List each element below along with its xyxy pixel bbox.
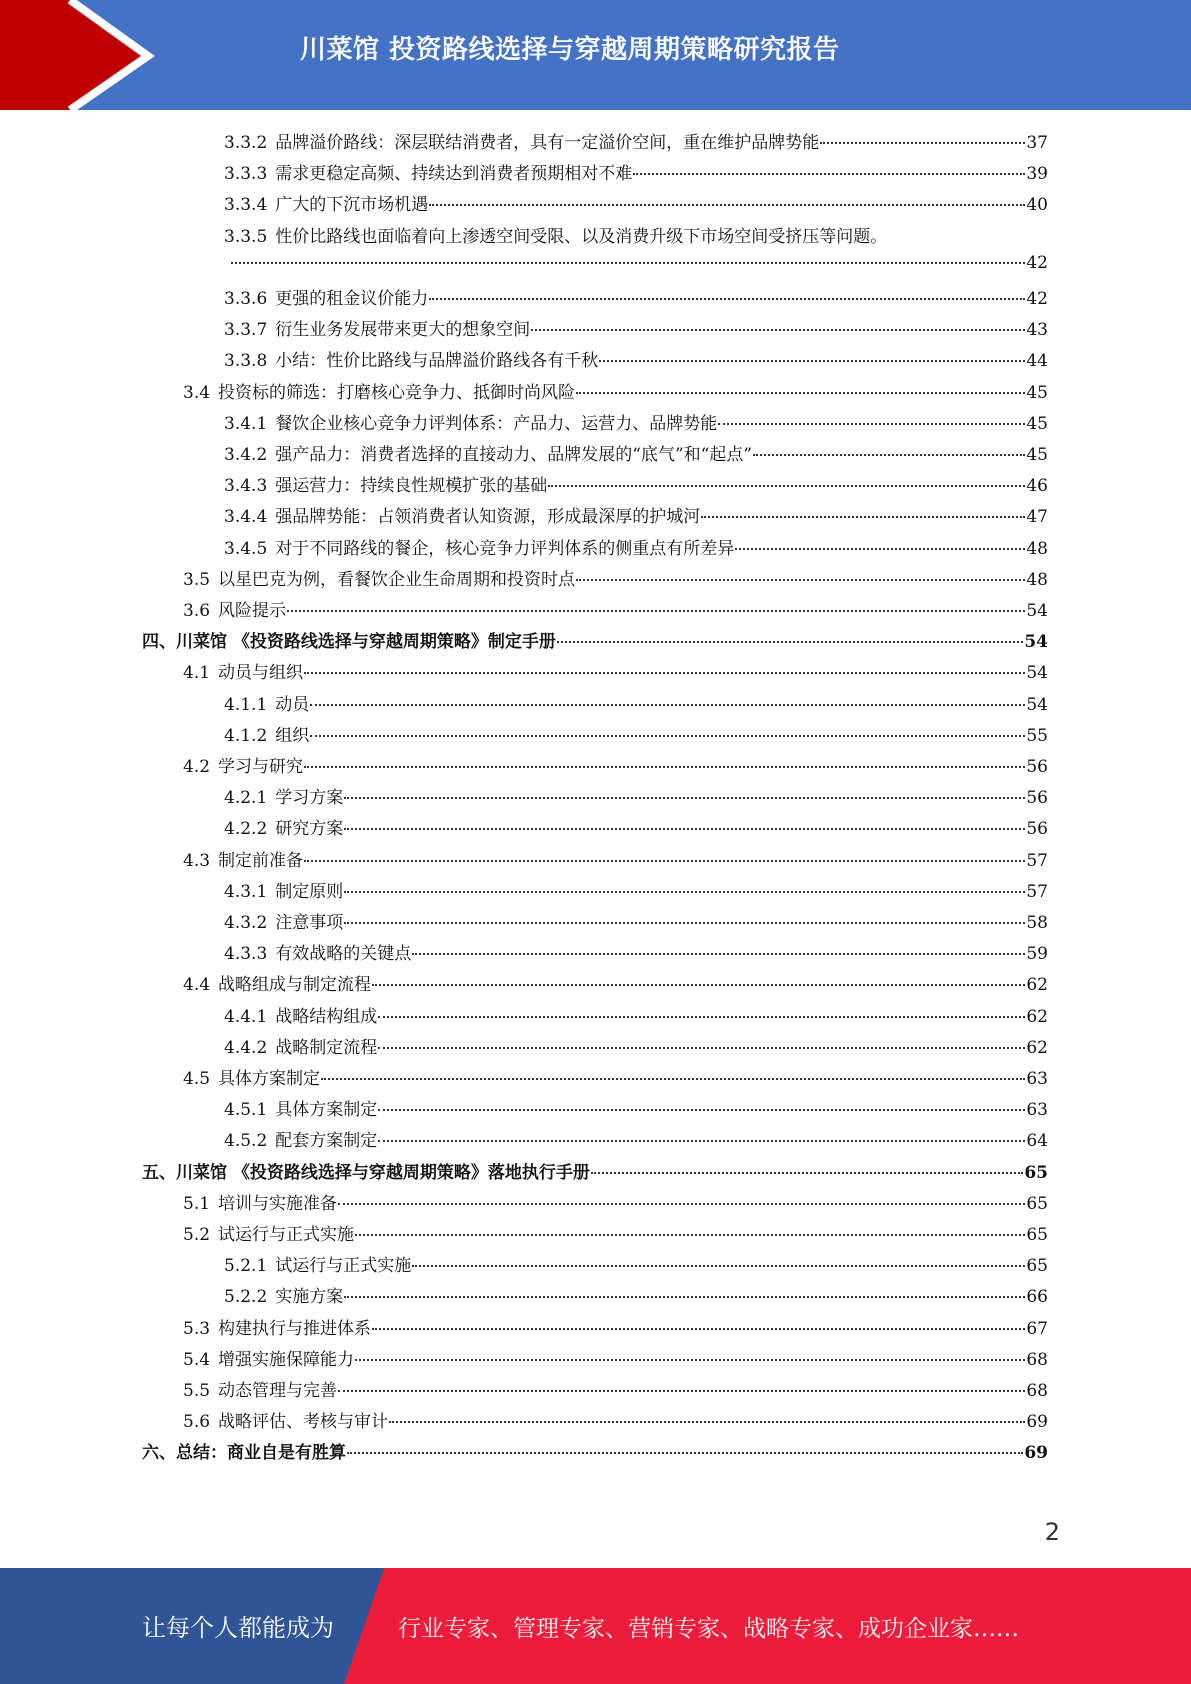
toc-chapter-entry[interactable] [142, 1158, 1048, 1189]
toc-entry[interactable] [224, 409, 1048, 440]
toc-entry[interactable] [183, 1189, 1048, 1220]
toc-entry-number: 3.4.3 [224, 476, 268, 497]
toc-entry-title: 学习与研究 [218, 757, 304, 777]
toc-dot-leader [378, 1016, 1025, 1018]
toc-entry-title: 小结：性价比路线与品牌溢价路线各有千秋 [275, 351, 599, 372]
page-number: 2 [1044, 1518, 1060, 1546]
toc-dot-leader [429, 298, 1025, 300]
toc-entry-page: 69 [1024, 1443, 1048, 1464]
toc-dot-leader [304, 766, 1025, 768]
toc-entry[interactable] [183, 846, 1048, 877]
toc-entry-page: 65 [1026, 1193, 1048, 1214]
toc-entry-number: 5.1 [183, 1193, 211, 1214]
toc-entry-page: 56 [1026, 819, 1048, 840]
toc-dot-leader [355, 1359, 1025, 1361]
toc-entry[interactable] [224, 159, 1048, 190]
toc-entry-page: 68 [1026, 1381, 1048, 1401]
toc-entry-number: 4.4 [183, 975, 211, 996]
toc-entry-page: 55 [1026, 725, 1048, 746]
toc-entry-number: 3.4.2 [224, 445, 268, 465]
toc-entry-page: 65 [1026, 1256, 1048, 1277]
toc-entry-page: 54 [1026, 694, 1048, 715]
toc-entry[interactable] [224, 440, 1048, 471]
toc-dot-leader [304, 672, 1025, 674]
toc-entry-title: 广大的下沉市场机遇 [275, 195, 429, 216]
toc-entry-page: 45 [1026, 382, 1048, 403]
toc-entry[interactable] [224, 471, 1048, 502]
toc-dot-leader [591, 1172, 1023, 1174]
toc-entry[interactable] [224, 346, 1048, 377]
toc-entry-title: 动员 [275, 694, 310, 715]
toc-dot-leader [344, 797, 1025, 799]
toc-entry-title: 研究方案 [275, 819, 344, 840]
toc-dot-leader [548, 485, 1025, 487]
toc-entry[interactable] [224, 908, 1048, 939]
toc-dot-leader [599, 360, 1025, 362]
toc-entry[interactable] [224, 877, 1048, 908]
toc-entry-number: 3.4.4 [224, 507, 268, 528]
toc-entry[interactable] [230, 253, 1048, 284]
toc-entry-title: 动态管理与完善 [218, 1381, 338, 1401]
toc-entry-title: 增强实施保障能力 [218, 1349, 355, 1370]
toc-entry[interactable] [183, 1407, 1048, 1438]
toc-entry-page: 59 [1026, 944, 1048, 965]
toc-entry-number: 3.4.5 [224, 538, 268, 559]
toc-dot-leader [287, 610, 1025, 612]
toc-entry-page: 65 [1026, 1225, 1048, 1245]
toc-entry-page: 54 [1026, 663, 1048, 684]
toc-entry-title: 餐饮企业核心竞争力评判体系：产品力、运营力、品牌势能 [275, 413, 718, 434]
toc-entry[interactable] [224, 222, 1048, 253]
toc-entry[interactable] [224, 1251, 1048, 1282]
toc-entry-page: 62 [1026, 1037, 1048, 1058]
toc-dot-leader [378, 1109, 1025, 1111]
toc-entry-page: 56 [1026, 788, 1048, 809]
toc-entry-number: 3.3.7 [224, 320, 268, 341]
toc-dot-leader [372, 984, 1025, 986]
toc-entry-page: 47 [1026, 507, 1048, 528]
toc-entry-page: 66 [1026, 1287, 1048, 1308]
toc-entry-number: 4.1 [183, 663, 211, 684]
toc-entry-number: 四、 [142, 632, 176, 653]
toc-dot-leader [753, 454, 1025, 456]
toc-dot-leader [701, 516, 1025, 518]
toc-dot-leader [338, 1390, 1025, 1392]
toc-dot-leader [633, 173, 1025, 175]
toc-dot-leader [310, 735, 1025, 737]
toc-entry-title: 川菜馆 《投资路线选择与穿越周期策略》制定手册 [176, 632, 556, 653]
toc-entry-title: 以星巴克为例，看餐饮企业生命周期和投资时点 [218, 569, 576, 590]
toc-entry-title: 培训与实施准备 [218, 1193, 338, 1214]
toc-dot-leader [429, 204, 1025, 206]
toc-entry-title: 构建执行与推进体系 [218, 1318, 372, 1339]
toc-entry-number: 3.6 [183, 601, 211, 621]
toc-entry[interactable] [224, 1002, 1048, 1033]
toc-entry-page: 54 [1024, 632, 1048, 653]
toc-dot-leader [355, 1234, 1025, 1236]
toc-entry-page: 57 [1026, 881, 1048, 902]
toc-entry-page: 56 [1026, 757, 1048, 777]
toc-entry-page: 46 [1026, 476, 1048, 497]
toc-entry[interactable] [183, 1345, 1048, 1376]
toc-entry[interactable] [224, 721, 1048, 752]
toc-dot-leader [576, 392, 1025, 394]
toc-dot-leader [344, 1296, 1025, 1298]
toc-entry-title: 强产品力：消费者选择的直接动力、品牌发展的“底气”和“起点” [275, 445, 753, 465]
toc-entry[interactable] [224, 939, 1048, 970]
toc-entry-page: 48 [1026, 538, 1048, 559]
toc-entry-title: 需求更稳定高频、持续达到消费者预期相对不难 [275, 164, 633, 185]
toc-dot-leader [338, 1203, 1025, 1205]
toc-dot-leader [321, 1078, 1025, 1080]
toc-entry-title: 强品牌势能：占领消费者认知资源，形成最深厚的护城河 [275, 507, 701, 528]
toc-entry-number: 5.3 [183, 1318, 211, 1339]
toc-entry-number: 4.5.1 [224, 1100, 268, 1121]
toc-entry[interactable] [224, 1095, 1048, 1126]
toc-entry[interactable] [224, 534, 1048, 565]
toc-dot-leader [820, 142, 1025, 144]
toc-entry-page: 67 [1026, 1318, 1048, 1339]
toc-entry-number: 5.4 [183, 1349, 211, 1370]
toc-entry[interactable] [224, 128, 1048, 159]
toc-entry-page: 62 [1026, 975, 1048, 996]
toc-entry-title: 学习方案 [275, 788, 344, 809]
toc-entry-number: 4.3.3 [224, 944, 268, 965]
toc-entry-page: 45 [1026, 445, 1048, 465]
toc-entry-number: 3.3.3 [224, 164, 268, 185]
toc-entry-title: 总结：商业自是有胜算 [176, 1443, 346, 1464]
toc-entry-title: 衍生业务发展带来更大的想象空间 [275, 320, 531, 341]
toc-entry-number: 五、 [142, 1162, 176, 1183]
toc-entry[interactable] [224, 690, 1048, 721]
toc-entry-page: 69 [1026, 1412, 1048, 1433]
toc-entry-page: 39 [1026, 164, 1048, 185]
toc-dot-leader [347, 1452, 1023, 1454]
toc-entry[interactable] [224, 783, 1048, 814]
toc-entry[interactable] [224, 1282, 1048, 1313]
toc-dot-leader [378, 1140, 1025, 1142]
toc-entry-title: 战略组成与制定流程 [218, 975, 372, 996]
toc-entry-page: 43 [1026, 320, 1048, 341]
toc-entry-page: 37 [1026, 133, 1048, 153]
toc-entry-title: 川菜馆 《投资路线选择与穿越周期策略》落地执行手册 [176, 1162, 590, 1183]
toc-entry-number: 4.4.2 [224, 1037, 268, 1058]
toc-entry[interactable] [183, 1376, 1048, 1407]
toc-entry[interactable] [224, 1033, 1048, 1064]
toc-entry[interactable] [183, 565, 1048, 596]
toc-entry-page: 42 [1026, 252, 1048, 273]
toc-entry-number: 3.3.8 [224, 351, 268, 372]
toc-entry-number: 5.6 [183, 1412, 211, 1433]
toc-entry-number: 4.3.2 [224, 913, 268, 933]
toc-dot-leader [231, 262, 1025, 264]
page-footer [0, 1568, 1191, 1684]
toc-entry-number: 4.1.2 [224, 725, 268, 746]
toc-entry-title: 试运行与正式实施 [275, 1256, 412, 1277]
toc-entry-page: 63 [1026, 1100, 1048, 1121]
toc-entry-title: 配套方案制定 [275, 1131, 378, 1152]
toc-entry-title: 制定原则 [275, 881, 344, 902]
toc-entry-title: 具体方案制定 [275, 1100, 378, 1121]
toc-entry-page: 62 [1026, 1006, 1048, 1027]
toc-entry-number: 4.4.1 [224, 1006, 268, 1027]
toc-entry-number: 5.2.2 [224, 1287, 268, 1308]
toc-entry-title: 品牌溢价路线：深层联结消费者，具有一定溢价空间，重在维护品牌势能 [275, 133, 820, 153]
toc-entry-title: 战略结构组成 [275, 1006, 378, 1027]
toc-entry-page: 65 [1024, 1162, 1048, 1183]
toc-entry[interactable] [183, 1064, 1048, 1095]
toc-entry[interactable] [183, 378, 1048, 409]
toc-entry-number: 3.3.6 [224, 289, 268, 309]
toc-entry-number: 4.5 [183, 1069, 211, 1089]
toc-entry-title: 组织 [275, 725, 310, 746]
toc-entry[interactable] [183, 1220, 1048, 1251]
toc-entry-number: 3.4 [183, 382, 211, 403]
toc-dot-leader [304, 860, 1025, 862]
toc-entry-number: 4.3 [183, 850, 211, 871]
toc-entry-number: 六、 [142, 1443, 176, 1464]
toc-entry[interactable] [224, 284, 1048, 315]
toc-entry-number: 3.5 [183, 569, 211, 590]
toc-entry-page: 57 [1026, 850, 1048, 871]
toc-entry-number: 3.3.4 [224, 195, 268, 216]
toc-entry-number: 4.3.1 [224, 881, 268, 902]
toc-entry-number: 3.4.1 [224, 413, 268, 434]
toc-entry-page: 44 [1026, 351, 1048, 372]
toc-entry[interactable] [183, 1314, 1048, 1345]
toc-entry-page: 58 [1026, 913, 1048, 933]
toc-entry-title: 风险提示 [218, 601, 287, 621]
toc-entry-title: 制定前准备 [218, 850, 304, 871]
toc-entry-number: 5.2 [183, 1225, 211, 1245]
toc-entry-title: 更强的租金议价能力 [275, 289, 429, 309]
toc-entry-page: 54 [1026, 601, 1048, 621]
toc-entry[interactable] [183, 658, 1048, 689]
toc-entry-page: 48 [1026, 569, 1048, 590]
toc-dot-leader [557, 641, 1023, 643]
document-title: 川菜馆 投资路线选择与穿越周期策略研究报告 [300, 35, 840, 65]
toc-dot-leader [378, 1047, 1025, 1049]
toc-entry-title: 有效战略的关键点 [275, 944, 412, 965]
toc-entry-page: 68 [1026, 1349, 1048, 1370]
toc-entry-number: 4.5.2 [224, 1131, 268, 1152]
toc-entry-number: 3.3.2 [224, 133, 268, 153]
footer-slogan: 让每个人都能成为 [142, 1614, 334, 1642]
toc-dot-leader [735, 548, 1025, 550]
toc-dot-leader [412, 953, 1025, 955]
toc-entry[interactable] [183, 970, 1048, 1001]
toc-entry-title: 动员与组织 [218, 663, 304, 684]
toc-entry-title: 实施方案 [275, 1287, 344, 1308]
toc-entry-title: 具体方案制定 [218, 1069, 321, 1089]
toc-entry-number: 3.3.5 [224, 226, 268, 247]
toc-dot-leader [310, 704, 1025, 706]
toc-entry-title: 性价比路线也面临着向上渗透空间受限、以及消费升级下市场空间受挤压等问题。 [275, 226, 888, 247]
toc-entry-title: 注意事项 [275, 913, 344, 933]
toc-entry-page: 45 [1026, 413, 1048, 434]
toc-dot-leader [344, 828, 1025, 830]
toc-entry[interactable] [224, 1126, 1048, 1157]
toc-entry-number: 4.2 [183, 757, 211, 777]
toc-dot-leader [344, 922, 1025, 924]
toc-entry-page: 42 [1026, 289, 1048, 309]
toc-entry-title: 投资标的筛选：打磨核心竞争力、抵御时尚风险 [218, 382, 576, 403]
toc-entry-title: 对于不同路线的餐企，核心竞争力评判体系的侧重点有所差异 [275, 538, 735, 559]
toc-dot-leader [718, 423, 1025, 425]
toc-dot-leader [576, 579, 1025, 581]
toc-dot-leader [344, 891, 1025, 893]
toc-entry-page: 64 [1026, 1131, 1048, 1152]
toc-entry[interactable] [183, 752, 1048, 783]
footer-roles: 行业专家、管理专家、营销专家、战略专家、成功企业家…… [398, 1616, 1019, 1642]
toc-entry[interactable] [224, 814, 1048, 845]
toc-chapter-entry[interactable] [142, 1438, 1048, 1469]
toc-entry[interactable] [183, 596, 1048, 627]
toc-entry-title: 试运行与正式实施 [218, 1225, 355, 1245]
toc-dot-leader [372, 1328, 1025, 1330]
toc-entry-title: 强运营力：持续良性规模扩张的基础 [275, 476, 548, 497]
toc-entry-number: 4.2.1 [224, 788, 268, 809]
toc-entry-title: 战略评估、考核与审计 [218, 1412, 389, 1433]
toc-entry[interactable] [224, 502, 1048, 533]
toc-entry-number: 4.1.1 [224, 694, 268, 715]
toc-entry[interactable] [224, 190, 1048, 221]
toc-entry-title: 战略制定流程 [275, 1037, 378, 1058]
toc-entry-number: 4.2.2 [224, 819, 268, 840]
toc-entry-page: 63 [1026, 1069, 1048, 1089]
toc-dot-leader [389, 1421, 1025, 1423]
toc-entry[interactable] [224, 315, 1048, 346]
toc-entry-page: 40 [1026, 195, 1048, 216]
toc-entry-number: 5.2.1 [224, 1256, 268, 1277]
toc-dot-leader [412, 1265, 1025, 1267]
toc-chapter-entry[interactable] [142, 627, 1048, 658]
page-header [0, 0, 1191, 110]
toc-entry-number: 5.5 [183, 1381, 211, 1401]
toc-dot-leader [531, 329, 1025, 331]
